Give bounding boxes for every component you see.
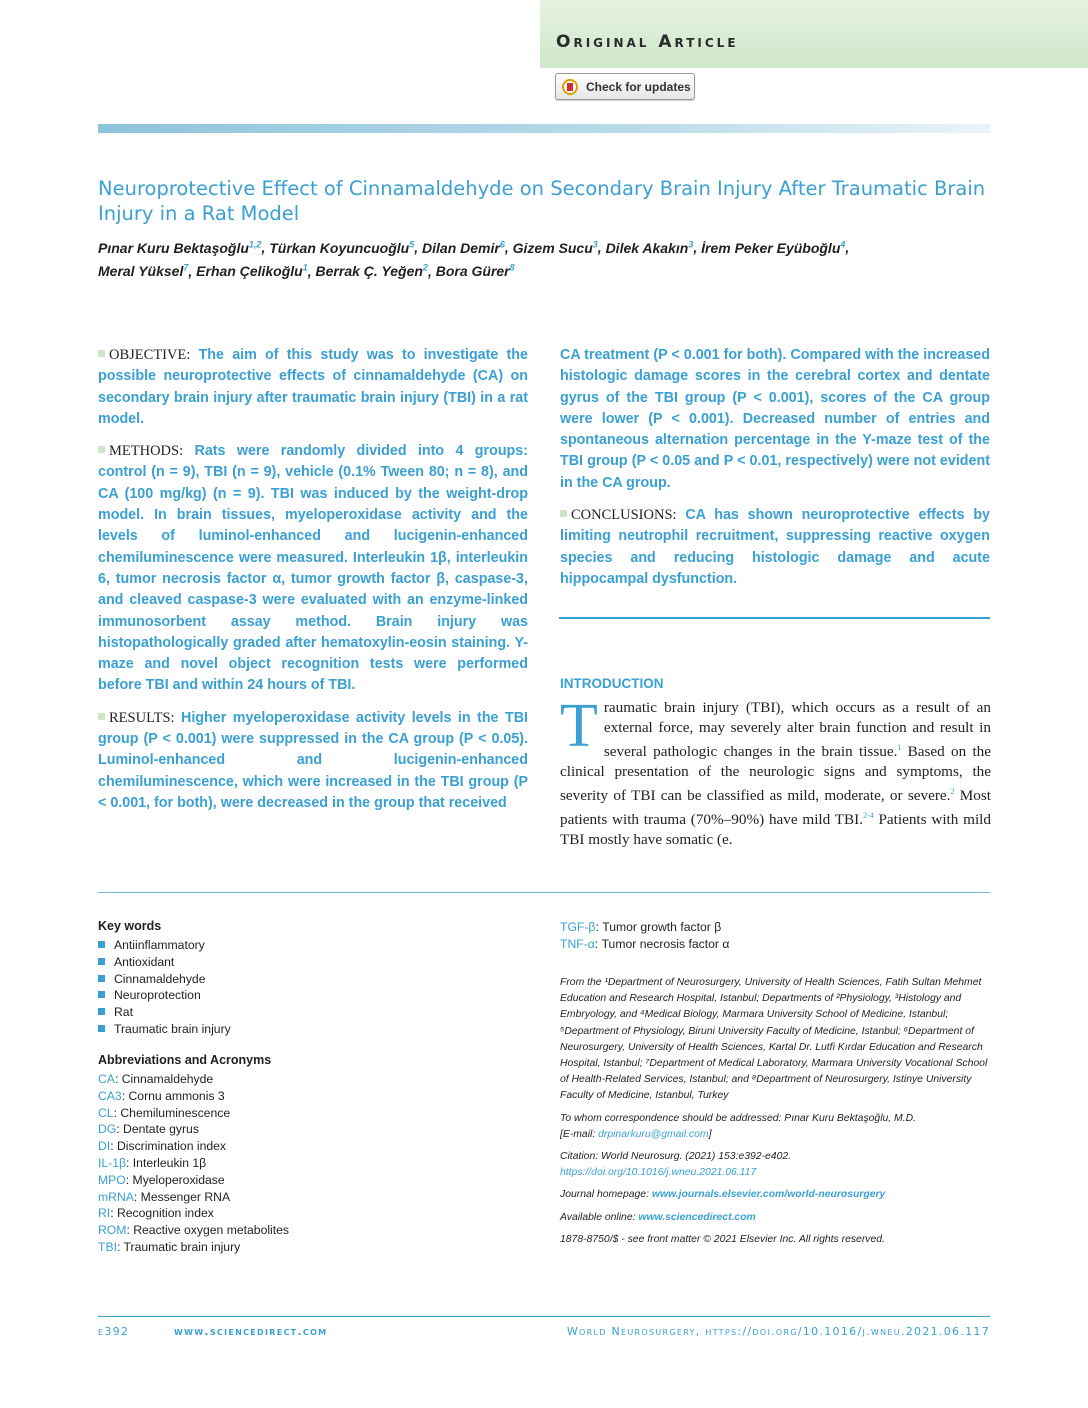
- abstract-column-2: [560, 345, 990, 601]
- journal-homepage: Journal homepage: www.journals.elsevier.com/world-neurosurgery: [560, 1189, 886, 1201]
- bookmark-icon: [562, 79, 578, 95]
- author: Berrak Ç. Yeğen$^2$: [315, 262, 428, 280]
- keyword-item: Traumatic brain injury: [98, 1021, 231, 1038]
- abbreviation-item: TBI: Traumatic brain injury: [98, 1239, 241, 1254]
- author: Meral Yüksel$^7$: [98, 262, 189, 280]
- section-label: Original Article: [556, 32, 739, 52]
- abstract-column-1: [98, 345, 528, 825]
- doi-link[interactable]: https://doi.org/10.1016/j.wneu.2021.06.117: [560, 1167, 757, 1179]
- abbreviation-item: DG: Dentate gyrus: [98, 1122, 199, 1137]
- check-for-updates-button[interactable]: [555, 73, 695, 100]
- drop-cap: T: [560, 692, 598, 760]
- abbreviation-item: TNF-α: Tumor necrosis factor α: [560, 936, 730, 951]
- introduction-heading: INTRODUCTION: [560, 676, 664, 691]
- title-rule: [98, 124, 990, 133]
- author: Türkan Koyuncuoğlu$^5$: [269, 239, 415, 256]
- abstract-methods: METHODS: Rats were randomly divided into 4 groups: control (n = 9), TBI (n = 9), vehicle (0.1% Tween 80; n = 8), and CA (100 mg/kg) (n = 9). TBI was induced by the weight-drop model. In brain tissues, myeloperoxidase activity and the levels of luminol-enhanced and lucigenin-enhanced chemiluminescence were measured. Interleukin 1β, interleukin 6, tumor necrosis factor α, tumor growth factor β, caspase-3, and cleaved caspase-3 were evaluated with an enzyme-linked immunosorbent assay method. Brain injury was histopathologically graded after hematoxylin-eosin staining. Y-maze and novel object recognition tests were performed before TBI and within 24 hours of TBI.: [98, 443, 528, 694]
- footer-rule: [98, 1316, 990, 1317]
- abbreviation-item: IL-1β: Interleukin 1β: [98, 1155, 207, 1170]
- author: Erhan Çelikoğlu$^1$: [196, 262, 308, 280]
- footnote-rule: [98, 892, 990, 893]
- affiliations-block: [560, 975, 990, 1254]
- sciencedirect-link[interactable]: www.sciencedirect.com: [638, 1211, 756, 1223]
- abbreviation-list-continued: [560, 919, 729, 953]
- email-link[interactable]: drpinarkuru@gmail.com: [598, 1128, 709, 1140]
- abstract-results: RESULTS: Higher myeloperoxidase activity levels in the TBI group (P < 0.001) were suppressed in the CA group (P < 0.05). Luminol-enhanced and lucigenin-enhanced chemiluminescence, which were increased in the TBI group (P < 0.001, for both), were decreased in the group that received: [98, 709, 528, 811]
- abbreviation-item: ROM: Reactive oxygen metabolites: [98, 1223, 290, 1238]
- article-title: Neuroprotective Effect of Cinnamaldehyde on Secondary Brain Injury After Traumatic Brain Injury in a Rat Model: [98, 177, 986, 225]
- author: Gizem Sucu$^3$: [512, 239, 598, 256]
- footer-journal: World Neurosurgery, https://doi.org/10.1016/j.wneu.2021.06.117: [566, 1325, 990, 1338]
- abbreviation-item: DI: Discrimination index: [98, 1139, 227, 1154]
- citation-link[interactable]: 2: [950, 787, 955, 797]
- keywords-heading: Key words: [98, 919, 162, 933]
- footer-site-link[interactable]: www.sciencedirect.com: [174, 1325, 328, 1338]
- abbreviation-item: CA3: Cornu ammonis 3: [98, 1088, 225, 1103]
- available-online: Available online: www.sciencedirect.com: [560, 1211, 756, 1223]
- author: Bora Gürer$^8$: [435, 262, 515, 280]
- citation-link[interactable]: 1: [897, 743, 902, 752]
- citation: Citation: World Neurosurg. (2021) 153:e392-e402. https://doi.org/10.1016/j.wneu.2021.06.117: [560, 1151, 792, 1179]
- abbreviation-item: mRNA: Messenger RNA: [98, 1189, 231, 1204]
- abstract-conclusions: CONCLUSIONS: CA has shown neuroprotective effects by limiting neutrophil recruitment, suppressing reactive oxygen species and reducing histologic damage and acute hippocampal dysfunction.: [560, 507, 991, 587]
- abstract-results-continued: CA treatment (P < 0.001 for both). Compared with the increased histologic damage scores in the cerebral cortex and dentate gyrus of the TBI group (P < 0.001), scores of the CA group were lower (P < 0.001). Decreased number of entries and spontaneous alternation percentage in the Y-maze test of the TBI group (P < 0.05 and P < 0.01, respectively) were not evident in the CA group.: [560, 347, 990, 491]
- affiliations-text: From the ¹Department of Neurosurgery, University of Health Sciences, Fatih Sultan Mehmet Education and Research Hospital, Istanbul; Departments of ²Physiology, ³Histology and Embryology, and ⁴Medical Biology, Marmara University School of Medicine, Istanbul; ⁵Department of Physiology, Biruni University Faculty of Medicine, Istanbul; ⁶Department of Neurosurgery, University of Health Sciences, Kartal Dr. Lutfi Kırdar Education and Research Hospital, Istanbul; ⁷Department of Medical Laboratory, Marmara University Vocational School of Health-Related Services, Istanbul; and ⁸Department of Neurosurgery, Istinye University Faculty of Medicine, Istanbul, Turkey: [560, 977, 988, 1102]
- copyright: 1878-8750/$ - see front matter © 2021 Elsevier Inc. All rights reserved.: [560, 1233, 885, 1245]
- keyword-list: [98, 937, 231, 1038]
- abbreviation-item: CA: Cinnamaldehyde: [98, 1072, 214, 1086]
- abstract-rule: [559, 617, 990, 619]
- abbreviation-list: [98, 1071, 289, 1256]
- keyword-item: Antioxidant: [98, 954, 231, 971]
- keyword-item: Cinnamaldehyde: [98, 971, 231, 988]
- abbreviation-item: TGF-β: Tumor growth factor β: [560, 920, 722, 934]
- check-for-updates-label: Check for updates: [586, 79, 691, 94]
- abbreviation-item: CL: Chemiluminescence: [98, 1105, 231, 1120]
- page-number: e392: [98, 1325, 130, 1338]
- abbreviation-item: RI: Recognition index: [98, 1206, 214, 1221]
- abbreviations-heading: Abbreviations and Acronyms: [98, 1053, 272, 1067]
- author: İrem Peker Eyüboğlu$^4$: [701, 239, 846, 256]
- citation-link[interactable]: 2-4: [863, 811, 874, 821]
- keyword-item: Neuroprotection: [98, 987, 231, 1004]
- author: Pınar Kuru Bektaşoğlu$^{1,2}$: [98, 239, 262, 256]
- keyword-item: Antiinflammatory: [98, 937, 231, 954]
- introduction-text: Traumatic brain injury (TBI), which occurs as a result of an external force, may severely alter brain function and result in several pathologic changes in the brain tissue.$^1$ Based on the clinical presentation of the neurologic signs and symptoms, the severity of TBI can be classified as mild, moderate, or severe.$^2$ Most patients with trauma (70%–90%) have mild TBI.$^{2-4}$ Patients with mild TBI mostly have somatic (e.: [560, 692, 992, 849]
- abbreviation-item: MPO: Myeloperoxidase: [98, 1172, 225, 1187]
- correspondence: To whom correspondence should be addressed: Pınar Kuru Bektaşoğlu, M.D. [E-mail: drpinarkuru@gmail.com]: [560, 1112, 916, 1140]
- abstract-objective: OBJECTIVE: The aim of this study was to investigate the possible neuroprotective effects of cinnamaldehyde (CA) on secondary brain injury after traumatic brain injury (TBI) in a rat model.: [98, 347, 528, 427]
- author: Dilan Demir$^6$: [422, 239, 505, 256]
- author-list: Pınar Kuru Bektaşoğlu$^{1,2}$, Türkan Koyuncuoğlu$^5$, Dilan Demir$^6$, Gizem Sucu$^3$, Dilek Akakın$^3$, İrem Peker Eyüboğlu$^4$, Meral Yüksel$^7$, Erhan Çelikoğlu$^1$, Berrak Ç. Yeğen$^2$, Bora Gürer$^8$: [98, 239, 850, 280]
- author: Dilek Akakın$^3$: [605, 239, 694, 256]
- homepage-link[interactable]: www.journals.elsevier.com/world-neurosurgery: [651, 1189, 886, 1201]
- keyword-item: Rat: [98, 1004, 231, 1021]
